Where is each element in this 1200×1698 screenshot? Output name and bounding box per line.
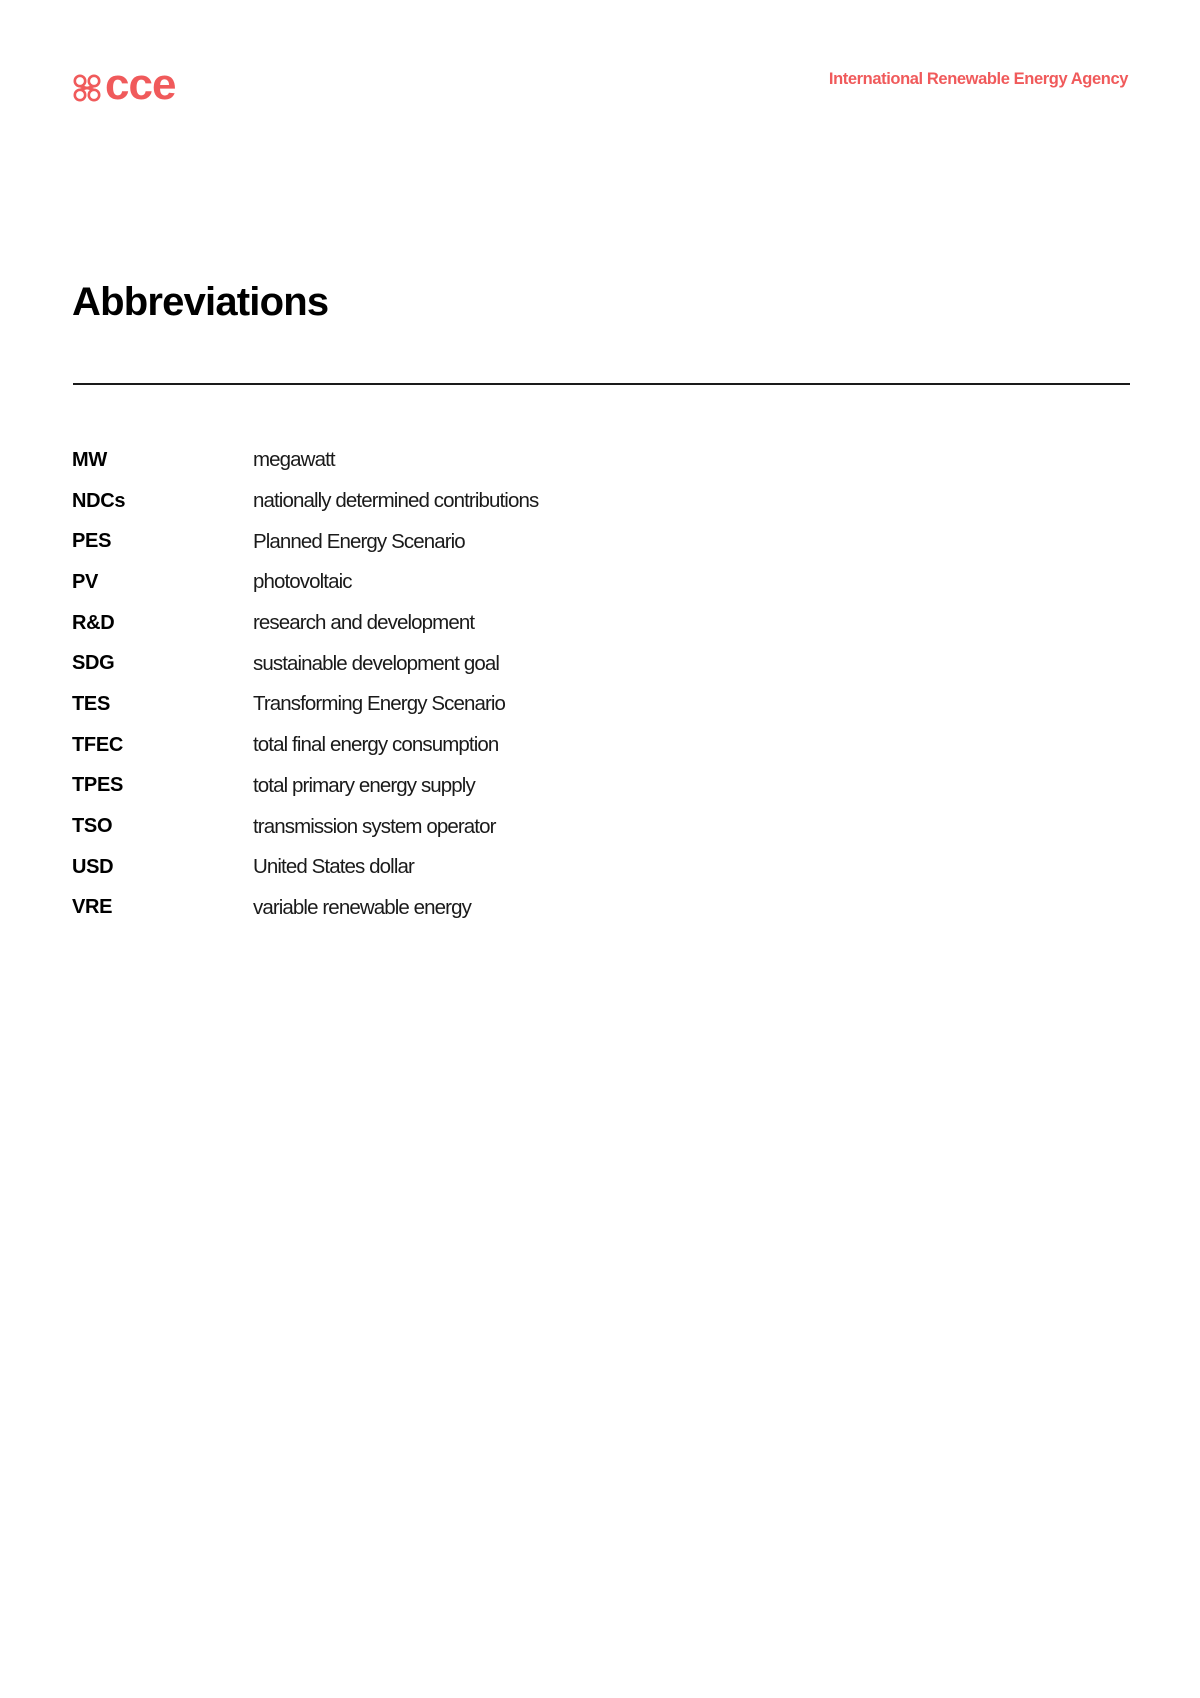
abbreviation-row: [72, 521, 972, 562]
abbreviation-term: TPES: [72, 774, 124, 797]
abbreviation-definition: transmission system operator: [253, 814, 496, 838]
logo: [72, 60, 176, 110]
abbreviation-definition: photovoltaic: [253, 570, 352, 594]
abbreviation-term: NDCs: [72, 489, 126, 512]
abbreviation-term: TFEC: [72, 733, 124, 756]
abbreviation-row: [72, 766, 972, 807]
irena-knot-logo-icon: [72, 73, 102, 103]
abbreviation-row: [72, 440, 972, 481]
title-divider: [73, 383, 1130, 385]
abbreviation-row: [72, 888, 972, 929]
abbreviation-row: [72, 684, 972, 725]
abbreviation-term: PES: [72, 530, 112, 553]
abbreviation-row: [72, 806, 972, 847]
abbreviation-definition: total final energy consumption: [253, 733, 499, 757]
logo-wordmark: cce: [105, 60, 176, 109]
abbreviation-term: USD: [72, 855, 114, 878]
abbreviation-term: TSO: [72, 815, 113, 838]
abbreviation-definition: total primary energy supply: [253, 773, 475, 797]
abbreviation-row: [72, 847, 972, 888]
abbreviation-definition: research and development: [253, 611, 475, 635]
abbreviation-term: TES: [72, 692, 110, 715]
abbreviation-row: [72, 643, 972, 684]
abbreviation-definition: Transforming Energy Scenario: [253, 692, 506, 716]
abbreviation-term: MW: [72, 448, 107, 471]
page-header: [72, 60, 1128, 110]
abbreviation-term: R&D: [72, 611, 115, 634]
abbreviation-definition: variable renewable energy: [253, 895, 471, 919]
page-title: Abbreviations: [72, 280, 329, 324]
abbreviations-list: [72, 440, 972, 928]
abbreviation-term: VRE: [72, 896, 113, 919]
abbreviation-definition: Planned Energy Scenario: [253, 529, 465, 553]
abbreviation-row: [72, 481, 972, 522]
agency-name: International Renewable Energy Agency: [828, 70, 1128, 88]
abbreviation-row: [72, 562, 972, 603]
abbreviation-term: PV: [72, 570, 99, 593]
abbreviation-definition: megawatt: [253, 448, 335, 472]
abbreviation-definition: sustainable development goal: [253, 651, 500, 675]
abbreviation-row: [72, 603, 972, 644]
abbreviation-definition: nationally determined contributions: [253, 489, 539, 513]
abbreviation-row: [72, 725, 972, 766]
abbreviation-definition: United States dollar: [253, 855, 414, 879]
abbreviation-term: SDG: [72, 652, 115, 675]
